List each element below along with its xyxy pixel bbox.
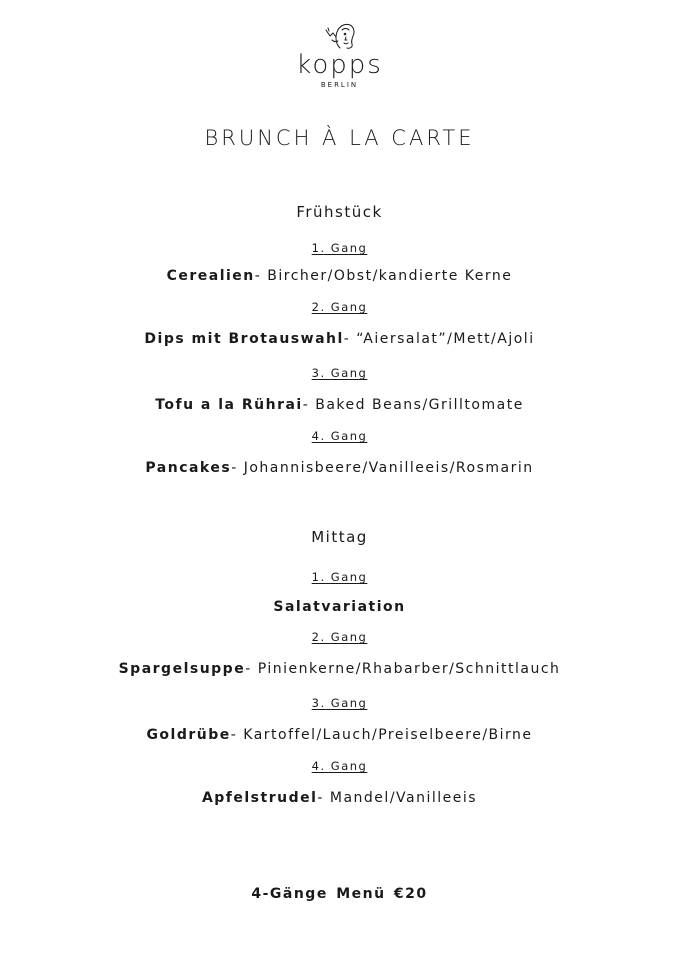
dish-name: Apfelstrudel: [201, 790, 318, 806]
dish-description: - Johannisbeere/Vanilleeis/Rosmarin: [231, 460, 534, 476]
logo: [0, 20, 679, 89]
dish-item: [0, 661, 679, 677]
face-logo-icon: [318, 20, 362, 52]
dish-name: Dips mit Brotauswahl: [144, 331, 344, 347]
dish-name: Cerealien: [166, 268, 255, 284]
dish-description: - Bircher/Obst/kandierte Kerne: [254, 268, 513, 284]
dish-name: Salatvariation: [273, 599, 406, 615]
dish-item: [0, 397, 679, 413]
course-label: 1. Gang: [311, 241, 368, 255]
course-label: 3. Gang: [311, 696, 368, 710]
section-title-fruehstueck: Frühstück: [296, 203, 383, 221]
dish-description: - Mandel/Vanilleeis: [317, 790, 478, 806]
dish-item: [0, 599, 679, 615]
logo-subtitle: BERLIN: [320, 81, 359, 89]
course-label: 3. Gang: [311, 366, 368, 380]
dish-name: Tofu a la Rührai: [155, 397, 303, 413]
dish-item: [0, 460, 679, 476]
dish-description: - Pinienkerne/Rhabarber/Schnittlauch: [245, 661, 561, 677]
dish-item: [0, 331, 679, 347]
logo-name: kopps: [296, 50, 383, 80]
menu-title: BRUNCH À LA CARTE: [204, 126, 475, 150]
dish-name: Spargelsuppe: [118, 661, 246, 677]
dish-description: - Kartoffel/Lauch/Preiselbeere/Birne: [230, 727, 533, 743]
course-label: 4. Gang: [311, 429, 368, 443]
dish-name: Pancakes: [145, 460, 232, 476]
dish-item: [0, 727, 679, 743]
course-label: 2. Gang: [311, 300, 368, 314]
dish-description: - Baked Beans/Grilltomate: [302, 397, 524, 413]
dish-item: [0, 268, 679, 284]
dish-description: - “Aiersalat”/Mett/Ajoli: [343, 331, 535, 347]
section-title-mittag: Mittag: [311, 528, 368, 546]
course-label: 4. Gang: [311, 759, 368, 773]
dish-name: Goldrübe: [146, 727, 231, 743]
menu-price: 4-Gänge Menü €20: [251, 886, 428, 902]
dish-item: [0, 790, 679, 806]
course-label: 1. Gang: [311, 570, 368, 584]
course-label: 2. Gang: [311, 630, 368, 644]
